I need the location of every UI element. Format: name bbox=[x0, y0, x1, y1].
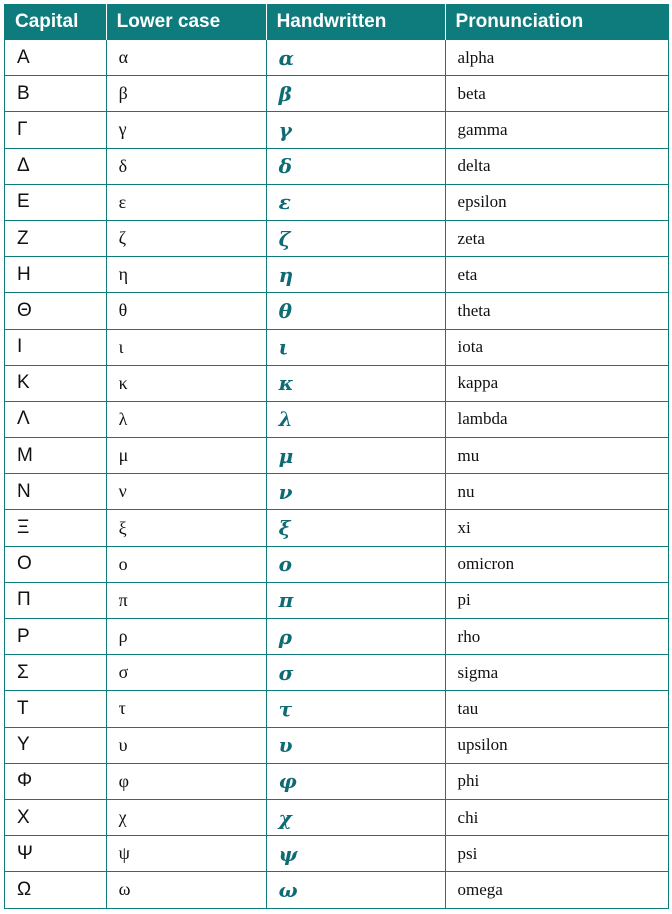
table-row bbox=[5, 184, 669, 220]
table-row bbox=[5, 836, 669, 872]
lower-case-letter: ν bbox=[106, 474, 266, 510]
lower-case-letter: υ bbox=[106, 727, 266, 763]
pronunciation: phi bbox=[445, 763, 668, 799]
capital-letter: Ω bbox=[5, 872, 107, 908]
table-row bbox=[5, 799, 669, 835]
capital-letter: Υ bbox=[5, 727, 107, 763]
capital-letter: Ξ bbox=[5, 510, 107, 546]
lower-case-letter: ψ bbox=[106, 836, 266, 872]
header-pronunciation: Pronunciation bbox=[445, 4, 668, 40]
handwritten-letter: λ bbox=[266, 401, 445, 437]
lower-case-letter: κ bbox=[106, 365, 266, 401]
table-row bbox=[5, 40, 669, 76]
lower-case-letter: δ bbox=[106, 148, 266, 184]
table-row bbox=[5, 76, 669, 112]
table-row bbox=[5, 474, 669, 510]
capital-letter: Γ bbox=[5, 112, 107, 148]
capital-letter: Τ bbox=[5, 691, 107, 727]
pronunciation: omicron bbox=[445, 546, 668, 582]
table-row bbox=[5, 510, 669, 546]
handwritten-letter: κ bbox=[266, 365, 445, 401]
handwritten-letter: σ bbox=[266, 655, 445, 691]
lower-case-letter: ξ bbox=[106, 510, 266, 546]
capital-letter: Μ bbox=[5, 438, 107, 474]
lower-case-letter: ω bbox=[106, 872, 266, 908]
handwritten-letter: ω bbox=[266, 872, 445, 908]
lower-case-letter: τ bbox=[106, 691, 266, 727]
lower-case-letter: ο bbox=[106, 546, 266, 582]
lower-case-letter: ζ bbox=[106, 220, 266, 256]
handwritten-letter: τ bbox=[266, 691, 445, 727]
handwritten-letter: φ bbox=[266, 763, 445, 799]
pronunciation: iota bbox=[445, 329, 668, 365]
lower-case-letter: λ bbox=[106, 401, 266, 437]
handwritten-letter: ο bbox=[266, 546, 445, 582]
capital-letter: Β bbox=[5, 76, 107, 112]
table-row bbox=[5, 872, 669, 908]
table-row bbox=[5, 655, 669, 691]
pronunciation: nu bbox=[445, 474, 668, 510]
lower-case-letter: π bbox=[106, 582, 266, 618]
capital-letter: Α bbox=[5, 40, 107, 76]
table-row bbox=[5, 619, 669, 655]
table-row bbox=[5, 438, 669, 474]
pronunciation: epsilon bbox=[445, 184, 668, 220]
lower-case-letter: σ bbox=[106, 655, 266, 691]
handwritten-letter: ζ bbox=[266, 220, 445, 256]
capital-letter: Ρ bbox=[5, 619, 107, 655]
handwritten-letter: ρ bbox=[266, 619, 445, 655]
table-body bbox=[5, 40, 669, 909]
lower-case-letter: η bbox=[106, 257, 266, 293]
handwritten-letter: α bbox=[266, 40, 445, 76]
table-row bbox=[5, 401, 669, 437]
lower-case-letter: ε bbox=[106, 184, 266, 220]
pronunciation: beta bbox=[445, 76, 668, 112]
capital-letter: Κ bbox=[5, 365, 107, 401]
table-header bbox=[5, 4, 669, 40]
table-row bbox=[5, 727, 669, 763]
header-capital: Capital bbox=[5, 4, 107, 40]
capital-letter: Η bbox=[5, 257, 107, 293]
capital-letter: Σ bbox=[5, 655, 107, 691]
table-row bbox=[5, 329, 669, 365]
handwritten-letter: δ bbox=[266, 148, 445, 184]
handwritten-letter: γ bbox=[266, 112, 445, 148]
lower-case-letter: α bbox=[106, 40, 266, 76]
handwritten-letter: χ bbox=[266, 799, 445, 835]
pronunciation: alpha bbox=[445, 40, 668, 76]
handwritten-letter: η bbox=[266, 257, 445, 293]
capital-letter: Φ bbox=[5, 763, 107, 799]
table-row bbox=[5, 257, 669, 293]
table-row bbox=[5, 763, 669, 799]
handwritten-letter: π bbox=[266, 582, 445, 618]
pronunciation: kappa bbox=[445, 365, 668, 401]
pronunciation: pi bbox=[445, 582, 668, 618]
handwritten-letter: μ bbox=[266, 438, 445, 474]
pronunciation: chi bbox=[445, 799, 668, 835]
handwritten-letter: β bbox=[266, 76, 445, 112]
capital-letter: Θ bbox=[5, 293, 107, 329]
pronunciation: omega bbox=[445, 872, 668, 908]
table-row bbox=[5, 293, 669, 329]
capital-letter: Ν bbox=[5, 474, 107, 510]
lower-case-letter: γ bbox=[106, 112, 266, 148]
pronunciation: delta bbox=[445, 148, 668, 184]
capital-letter: Δ bbox=[5, 148, 107, 184]
table-row bbox=[5, 148, 669, 184]
pronunciation: zeta bbox=[445, 220, 668, 256]
handwritten-letter: ψ bbox=[266, 836, 445, 872]
header-handwritten: Handwritten bbox=[266, 4, 445, 40]
handwritten-letter: ε bbox=[266, 184, 445, 220]
pronunciation: upsilon bbox=[445, 727, 668, 763]
header-lower-case: Lower case bbox=[106, 4, 266, 40]
handwritten-letter: θ bbox=[266, 293, 445, 329]
capital-letter: Π bbox=[5, 582, 107, 618]
capital-letter: Χ bbox=[5, 799, 107, 835]
handwritten-letter: ι bbox=[266, 329, 445, 365]
handwritten-letter: υ bbox=[266, 727, 445, 763]
table-row bbox=[5, 112, 669, 148]
lower-case-letter: μ bbox=[106, 438, 266, 474]
pronunciation: rho bbox=[445, 619, 668, 655]
greek-alphabet-table bbox=[4, 4, 669, 909]
pronunciation: tau bbox=[445, 691, 668, 727]
table-row bbox=[5, 220, 669, 256]
table-row bbox=[5, 365, 669, 401]
pronunciation: xi bbox=[445, 510, 668, 546]
capital-letter: Λ bbox=[5, 401, 107, 437]
pronunciation: mu bbox=[445, 438, 668, 474]
handwritten-letter: ν bbox=[266, 474, 445, 510]
pronunciation: theta bbox=[445, 293, 668, 329]
lower-case-letter: ι bbox=[106, 329, 266, 365]
lower-case-letter: ρ bbox=[106, 619, 266, 655]
pronunciation: lambda bbox=[445, 401, 668, 437]
lower-case-letter: φ bbox=[106, 763, 266, 799]
pronunciation: sigma bbox=[445, 655, 668, 691]
table-row bbox=[5, 582, 669, 618]
capital-letter: Ζ bbox=[5, 220, 107, 256]
capital-letter: Ο bbox=[5, 546, 107, 582]
pronunciation: gamma bbox=[445, 112, 668, 148]
header-row bbox=[5, 4, 669, 40]
pronunciation: eta bbox=[445, 257, 668, 293]
lower-case-letter: θ bbox=[106, 293, 266, 329]
capital-letter: Ε bbox=[5, 184, 107, 220]
table-row bbox=[5, 546, 669, 582]
lower-case-letter: β bbox=[106, 76, 266, 112]
lower-case-letter: χ bbox=[106, 799, 266, 835]
pronunciation: psi bbox=[445, 836, 668, 872]
capital-letter: Ι bbox=[5, 329, 107, 365]
handwritten-letter: ξ bbox=[266, 510, 445, 546]
capital-letter: Ψ bbox=[5, 836, 107, 872]
table-row bbox=[5, 691, 669, 727]
